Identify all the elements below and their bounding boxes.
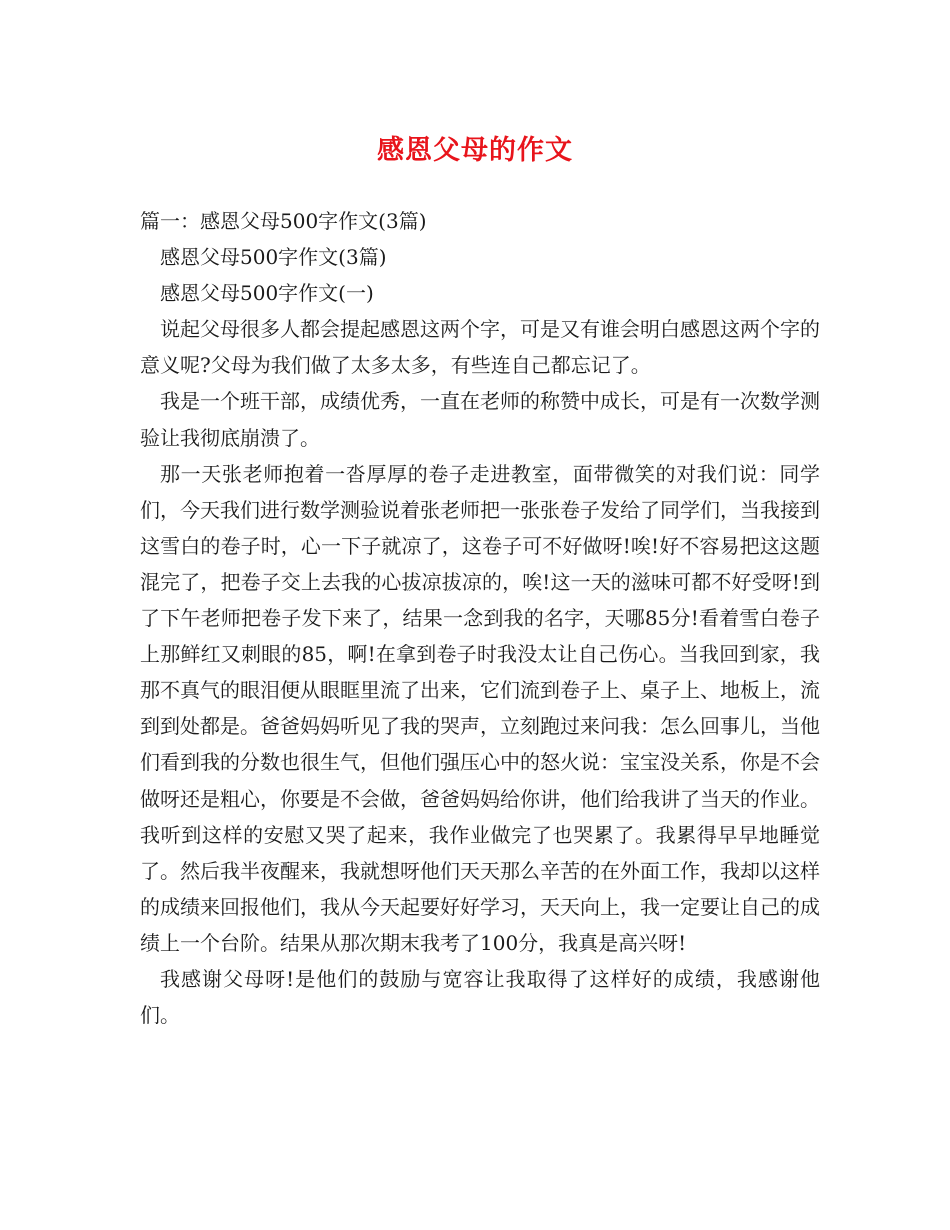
- article-body: [140, 203, 820, 1033]
- paragraph-2: 我是一个班干部，成绩优秀，一直在老师的称赞中成长，可是有一次数学测验让我彻底崩溃了。: [140, 389, 820, 450]
- paragraph-4: 我感谢父母呀!是他们的鼓励与宽容让我取得了这样好的成绩，我感谢他们。: [140, 966, 820, 1028]
- part-heading: 感恩父母500字作文(一): [160, 281, 374, 306]
- paragraph-3: 那一天张老师抱着一沓厚厚的卷子走进教室，面带微笑的对我们说：同学们，今天我们进行数学测验说着张老师把一张张卷子发给了同学们，当我接到这雪白的卷子时，心一下子就凉了，这卷子可不好做呀!唉!好不容易把这这题混完了，把卷子交上去我的心拔凉拔凉的，唉!这一天的滋味可都不好受呀!到了下午老师把卷子发下来了，结果一念到我的名字，天哪85分!看着雪白卷子上那鲜红又刺眼的85，啊!在拿到卷子时我没太让自己伤心。当我回到家，我那不真气的眼泪便从眼眶里流了出来，它们流到卷子上、桌子上、地板上，流到到处都是。爸爸妈妈听见了我的哭声，立刻跑过来问我：怎么回事儿，当他们看到我的分数也很生气，但他们强压心中的怒火说：宝宝没关系，你是不会做呀还是粗心，你要是不会做，爸爸妈妈给你讲，他们给我讲了当天的作业。我听到这样的安慰又哭了起来，我作业做完了也哭累了。我累得早早地睡觉了。然后我半夜醒来，我就想呀他们天天那么辛苦的在外面工作，我却以这样的成绩来回报他们，我从今天起要好好学习，天天向上，我一定要让自己的成绩上一个台阶。结果从那次期末我考了100分，我真是高兴呀!: [140, 461, 820, 955]
- section-heading: 篇一：感恩父母500字作文(3篇): [140, 209, 427, 233]
- paragraph-1: 说起父母很多人都会提起感恩这两个字，可是又有谁会明白感恩这两个字的意义呢?父母为我们做了太多太多，有些连自己都忘记了。: [140, 317, 820, 378]
- subheading: 感恩父母500字作文(3篇): [160, 245, 387, 270]
- page-title: 感恩父母的作文: [377, 135, 573, 166]
